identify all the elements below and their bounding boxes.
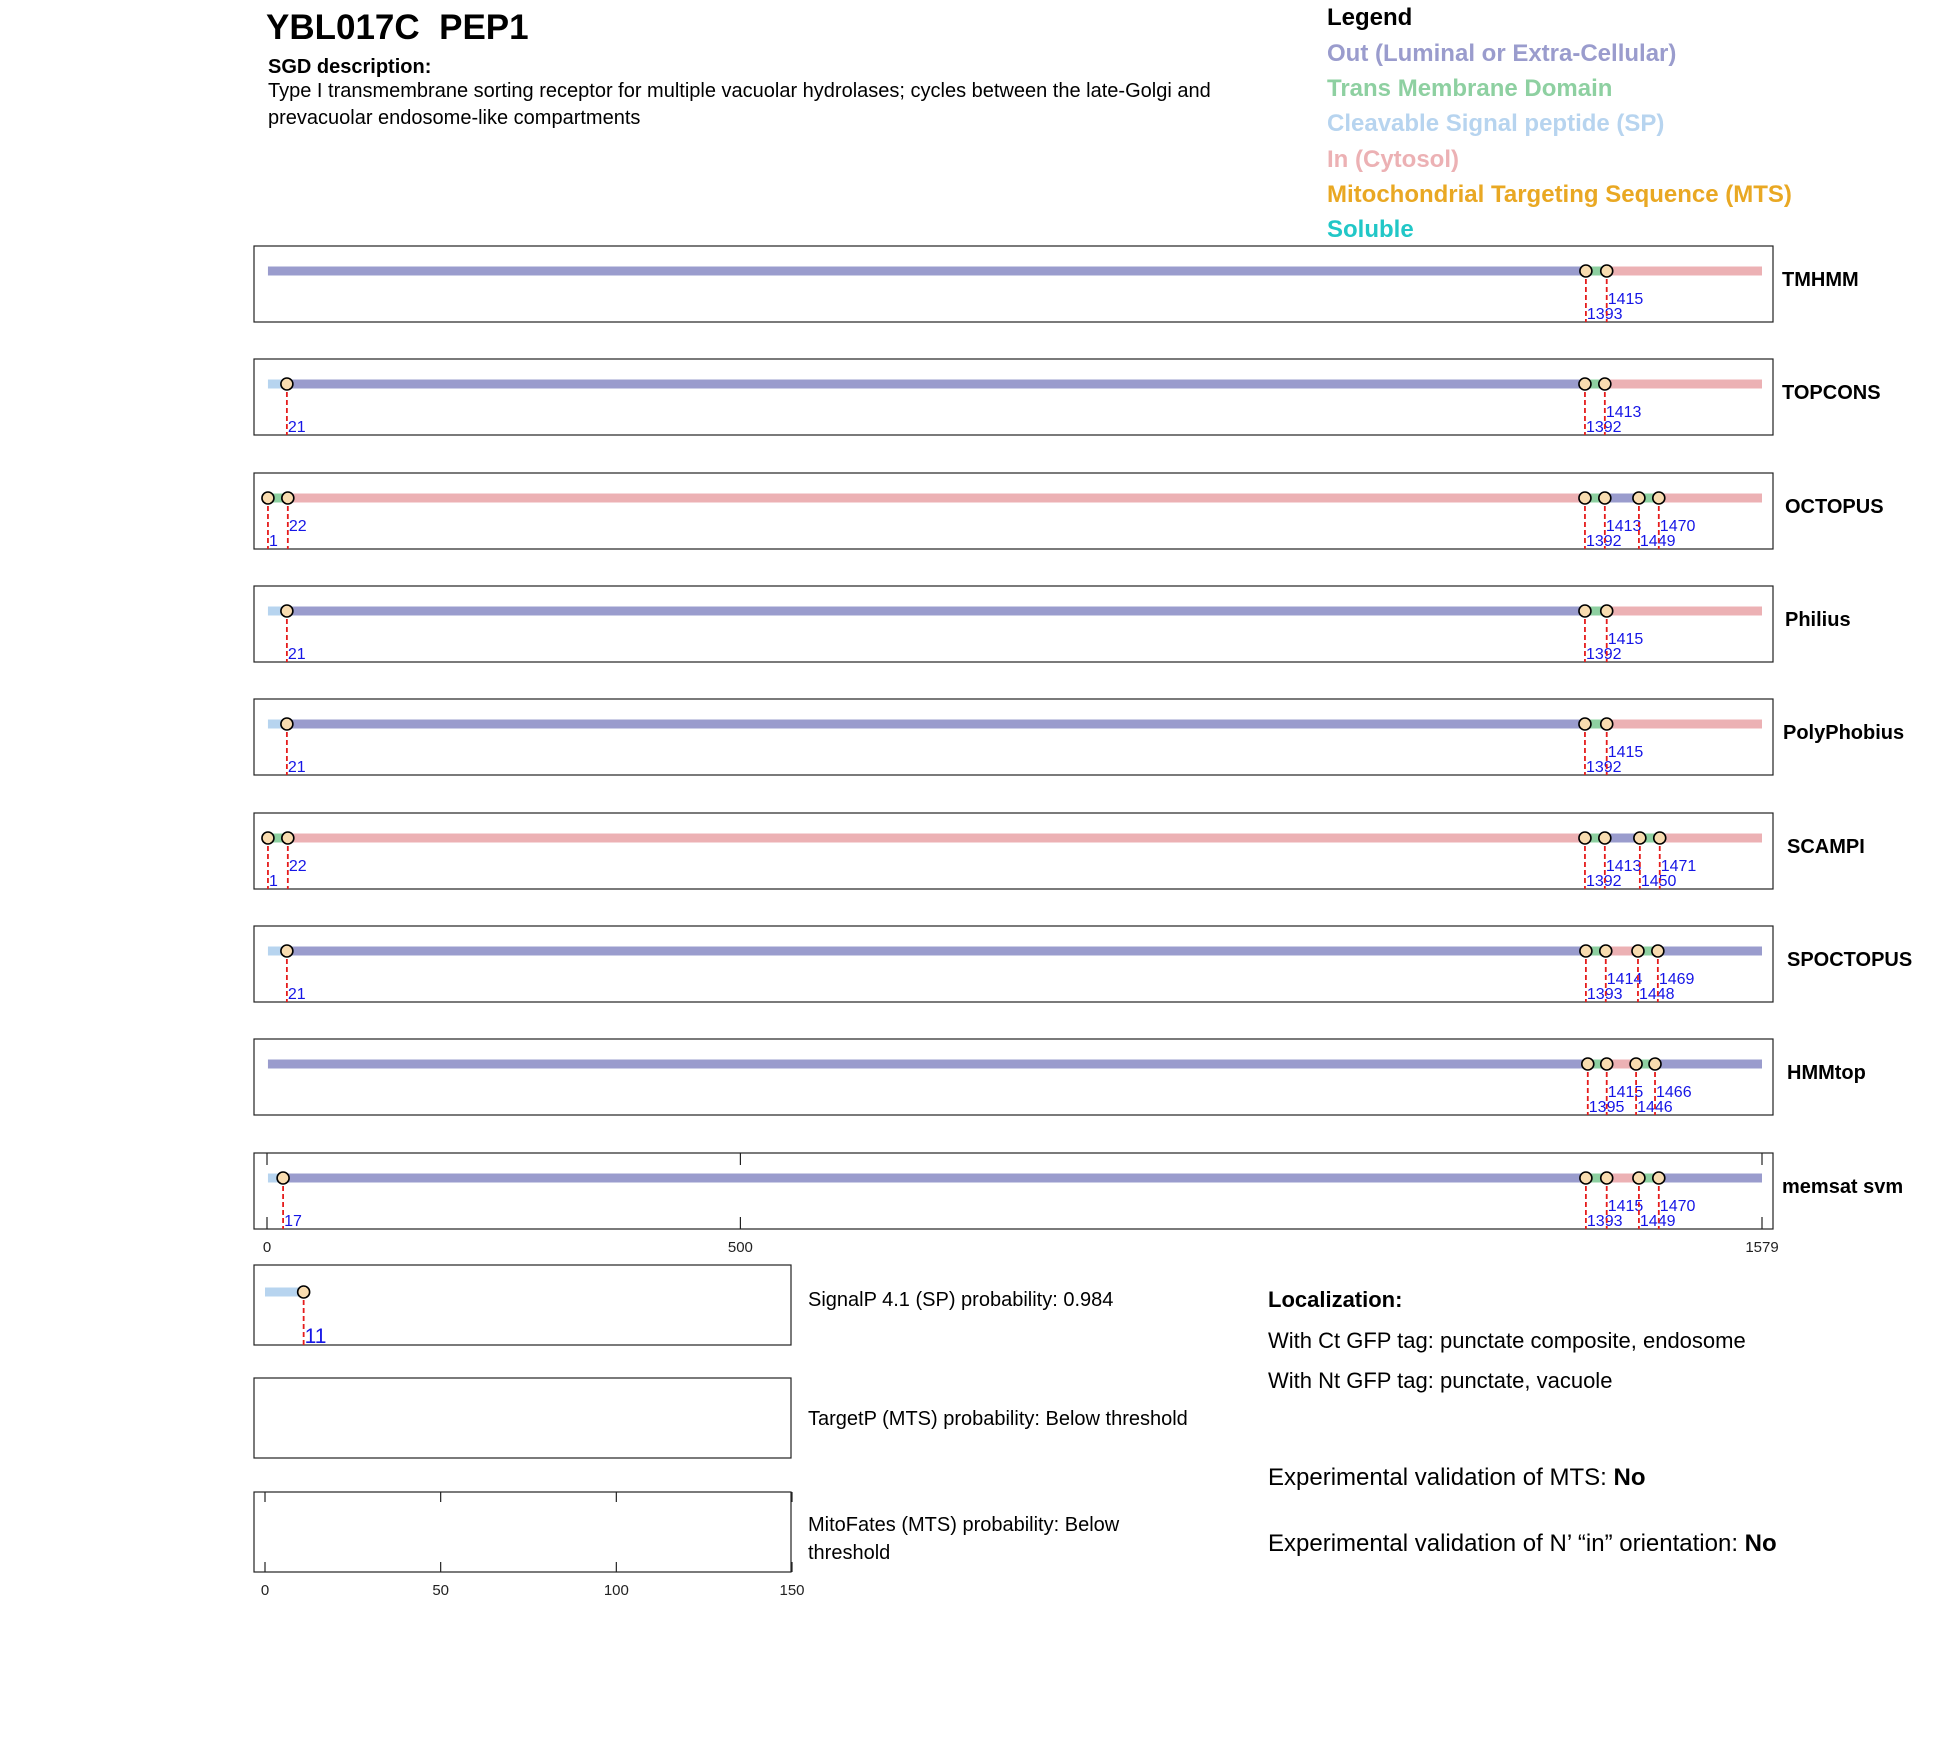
orientation-validation-value: No [1744, 1530, 1777, 1557]
hmmtop-marker-circle [1649, 1058, 1661, 1070]
signalp-marker-circle [298, 1286, 310, 1298]
octopus-marker-circle [1599, 492, 1611, 504]
hmmtop-marker-label: 1446 [1637, 1099, 1673, 1116]
octopus-marker-circle [1633, 492, 1645, 504]
philius-marker-label: 1415 [1607, 631, 1644, 648]
hmmtop-marker-circle [1630, 1058, 1642, 1070]
tool-label-spoctopus: SPOCTOPUS [1787, 949, 1913, 971]
spoctopus-marker-circle [281, 945, 293, 957]
topcons-track-box [254, 359, 1773, 435]
scampi-marker-label: 1413 [1605, 858, 1642, 875]
polyphobius-marker-label: 21 [287, 759, 306, 776]
octopus-marker-label: 1449 [1639, 533, 1676, 550]
octopus-marker-label: 1392 [1585, 533, 1622, 550]
scampi-marker-circle [262, 832, 274, 844]
philius-marker-label: 21 [287, 646, 306, 663]
spoctopus-marker-label: 1448 [1638, 986, 1675, 1003]
tmhmm-track-box [254, 246, 1773, 322]
scampi-marker-circle [1654, 832, 1666, 844]
polyphobius-marker-circle [1579, 718, 1591, 730]
hmmtop-marker-label: 1415 [1607, 1084, 1644, 1101]
signalp-box [254, 1265, 791, 1345]
topcons-marker-circle [281, 378, 293, 390]
scampi-marker-circle [1579, 832, 1591, 844]
tool-label-topcons: TOPCONS [1782, 382, 1881, 404]
mts-validation [1268, 1464, 1645, 1492]
small-axis-tick-label: 50 [432, 1582, 450, 1599]
legend-sp: Cleavable Signal peptide (SP) [1327, 110, 1665, 137]
spoctopus-marker-label: 1469 [1658, 971, 1695, 988]
tool-label-philius: Philius [1785, 609, 1851, 631]
octopus-marker-label: 22 [288, 518, 307, 535]
philius-marker-circle [1601, 605, 1613, 617]
orientation-validation [1268, 1530, 1777, 1558]
memsat-svm-marker-label: 1470 [1659, 1198, 1696, 1215]
legend-tm: Trans Membrane Domain [1327, 75, 1613, 102]
polyphobius-marker-circle [281, 718, 293, 730]
tool-label-tmhmm: TMHMM [1782, 269, 1859, 291]
orientation-validation-label: Experimental validation of N’ “in” orientation: [1268, 1530, 1745, 1557]
axis-tick-label: 0 [262, 1239, 272, 1256]
memsat-svm-marker-circle [1653, 1172, 1665, 1184]
scampi-marker-label: 1 [268, 873, 278, 890]
octopus-marker-circle [282, 492, 294, 504]
targetp-box [254, 1378, 791, 1458]
topcons-marker-label: 1413 [1605, 404, 1642, 421]
axis-tick-label: 500 [727, 1239, 753, 1256]
scampi-marker-circle [282, 832, 294, 844]
memsat-svm-marker-circle [1580, 1172, 1592, 1184]
scampi-marker-label: 1450 [1640, 873, 1677, 890]
tmhmm-marker-label: 1415 [1607, 291, 1644, 308]
spoctopus-marker-circle [1632, 945, 1644, 957]
philius-marker-label: 1392 [1585, 646, 1622, 663]
sgd-description: Type I transmembrane sorting receptor for multiple vacuolar hydrolases; cycles between the late-Golgi and prevacuolar endosome-like compartments [268, 80, 1211, 129]
signalp-marker-label: 11 [304, 1325, 327, 1348]
hmmtop-marker-circle [1601, 1058, 1613, 1070]
ct-gfp-localization: With Ct GFP tag: punctate composite, endosome [1268, 1328, 1746, 1353]
tmhmm-marker-label: 1393 [1586, 306, 1623, 323]
spoctopus-marker-label: 1414 [1606, 971, 1643, 988]
scampi-marker-circle [1599, 832, 1611, 844]
topcons-marker-label: 1392 [1585, 419, 1622, 436]
octopus-marker-circle [1579, 492, 1591, 504]
mitofates-probability-text: MitoFates (MTS) probability: Below threshold [808, 1514, 1120, 1564]
memsat-svm-track-box [254, 1153, 1773, 1229]
memsat-svm-marker-label: 17 [284, 1213, 302, 1230]
scampi-track-box [254, 813, 1773, 889]
mitofates-box [254, 1492, 791, 1572]
memsat-svm-marker-circle [1601, 1172, 1613, 1184]
memsat-svm-marker-circle [1633, 1172, 1645, 1184]
polyphobius-marker-circle [1601, 718, 1613, 730]
legend-title: Legend [1327, 4, 1413, 31]
tool-label-hmmtop: HMMtop [1787, 1062, 1866, 1084]
axis-tick-label: 1579 [1745, 1239, 1779, 1256]
octopus-marker-label: 1 [268, 533, 278, 550]
legend-mts: Mitochondrial Targeting Sequence (MTS) [1327, 181, 1792, 208]
tmhmm-marker-circle [1601, 265, 1613, 277]
hmmtop-marker-circle [1582, 1058, 1594, 1070]
hmmtop-track-box [254, 1039, 1773, 1115]
tmhmm-marker-circle [1580, 265, 1592, 277]
tool-label-octopus: OCTOPUS [1785, 496, 1884, 518]
targetp-probability-text: TargetP (MTS) probability: Below threshold [808, 1408, 1188, 1430]
scampi-marker-label: 22 [288, 858, 307, 875]
small-axis-tick-label: 150 [779, 1582, 805, 1599]
legend-in: In (Cytosol) [1327, 146, 1459, 173]
octopus-marker-circle [262, 492, 274, 504]
spoctopus-marker-circle [1600, 945, 1612, 957]
legend-out: Out (Luminal or Extra-Cellular) [1327, 40, 1677, 67]
scampi-marker-circle [1634, 832, 1646, 844]
signalp-probability-text: SignalP 4.1 (SP) probability: 0.984 [808, 1289, 1114, 1311]
small-axis-tick-label: 100 [603, 1582, 629, 1599]
spoctopus-track-box [254, 926, 1773, 1002]
memsat-svm-marker-label: 1449 [1639, 1213, 1676, 1230]
memsat-svm-marker-label: 1393 [1586, 1213, 1623, 1230]
octopus-track-box [254, 473, 1773, 549]
localization-title: Localization: [1268, 1287, 1403, 1312]
octopus-marker-label: 1470 [1659, 518, 1696, 535]
topcons-marker-circle [1599, 378, 1611, 390]
polyphobius-marker-label: 1415 [1607, 744, 1644, 761]
topcons-marker-circle [1579, 378, 1591, 390]
tool-label-polyphobius: PolyPhobius [1783, 722, 1905, 744]
hmmtop-marker-label: 1395 [1588, 1099, 1625, 1116]
spoctopus-marker-circle [1652, 945, 1664, 957]
nt-gfp-localization: With Nt GFP tag: punctate, vacuole [1268, 1368, 1613, 1393]
mts-validation-label: Experimental validation of MTS: [1268, 1464, 1614, 1491]
memsat-svm-marker-label: 1415 [1607, 1198, 1644, 1215]
polyphobius-marker-label: 1392 [1585, 759, 1622, 776]
scampi-marker-label: 1471 [1660, 858, 1697, 875]
polyphobius-track-box [254, 699, 1773, 775]
legend-soluble: Soluble [1327, 216, 1414, 243]
tool-label-memsat-svm: memsat svm [1782, 1176, 1904, 1198]
gene-title: YBL017C PEP1 [266, 8, 529, 47]
philius-marker-circle [281, 605, 293, 617]
small-axis-tick-label: 0 [260, 1582, 270, 1599]
philius-marker-circle [1579, 605, 1591, 617]
hmmtop-marker-label: 1466 [1656, 1084, 1692, 1101]
spoctopus-marker-label: 1393 [1586, 986, 1623, 1003]
mts-validation-value: No [1613, 1464, 1646, 1491]
octopus-marker-label: 1413 [1605, 518, 1642, 535]
memsat-svm-marker-circle [277, 1172, 289, 1184]
topcons-marker-label: 21 [287, 419, 306, 436]
scampi-marker-label: 1392 [1585, 873, 1622, 890]
spoctopus-marker-circle [1580, 945, 1592, 957]
spoctopus-marker-label: 21 [287, 986, 306, 1003]
octopus-marker-circle [1653, 492, 1665, 504]
philius-track-box [254, 586, 1773, 662]
tool-label-scampi: SCAMPI [1787, 836, 1865, 858]
sgd-heading: SGD description: [268, 56, 432, 78]
